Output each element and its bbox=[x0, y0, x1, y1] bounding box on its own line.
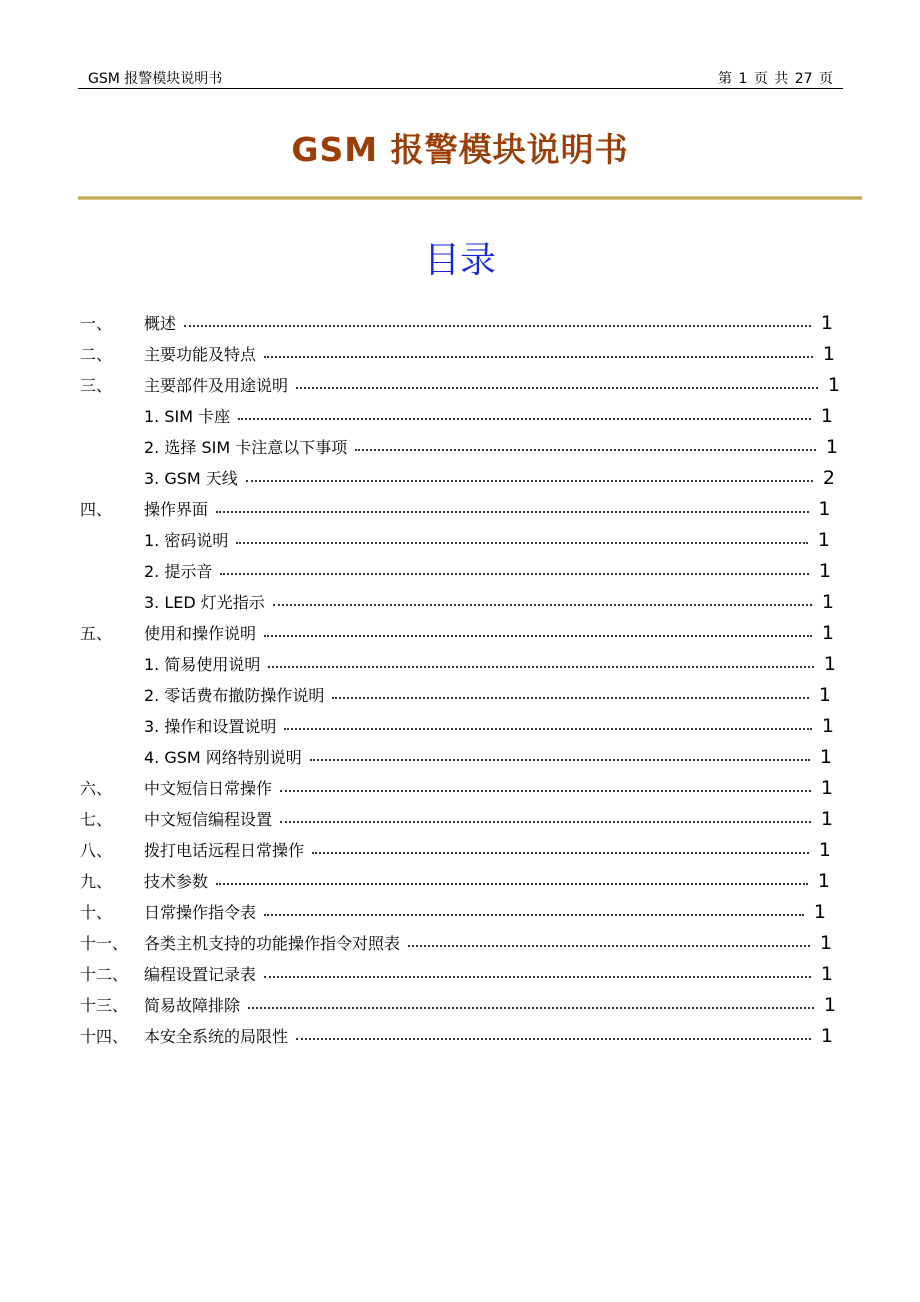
page-header bbox=[78, 66, 843, 89]
toc-entry-page: 1 bbox=[817, 869, 830, 892]
toc-entry-label: 1. SIM 卡座 bbox=[144, 407, 231, 426]
toc-entry-number: 十二、 bbox=[80, 965, 129, 984]
toc-entry-page: 2 bbox=[822, 466, 835, 489]
toc-leader-dots bbox=[184, 324, 811, 327]
toc-leader-dots bbox=[216, 882, 808, 885]
toc-entry-number: 二、 bbox=[80, 345, 113, 364]
document-title: GSM 报警模块说明书 bbox=[291, 130, 629, 169]
toc-entry[interactable] bbox=[80, 369, 840, 400]
table-of-contents bbox=[80, 307, 840, 1051]
toc-entry[interactable] bbox=[80, 710, 840, 741]
toc-leader-dots bbox=[273, 603, 812, 606]
toc-entry-number: 十、 bbox=[80, 903, 113, 922]
toc-entry-label: 技术参数 bbox=[144, 872, 209, 891]
toc-entry-label: 拨打电话远程日常操作 bbox=[144, 841, 305, 860]
toc-entry-number: 四、 bbox=[80, 500, 113, 519]
toc-entry-number: 十一、 bbox=[80, 934, 129, 953]
toc-entry-page: 1 bbox=[820, 1024, 833, 1047]
toc-entry-label: 2. 零话费布撤防操作说明 bbox=[144, 686, 325, 705]
toc-entry[interactable] bbox=[80, 400, 840, 431]
toc-leader-dots bbox=[246, 479, 813, 482]
toc-entry-page: 1 bbox=[823, 652, 836, 675]
toc-entry[interactable] bbox=[80, 1020, 840, 1051]
toc-leader-dots bbox=[268, 665, 814, 668]
toc-entry-page: 1 bbox=[822, 342, 835, 365]
toc-leader-dots bbox=[280, 789, 811, 792]
toc-entry[interactable] bbox=[80, 555, 840, 586]
toc-leader-dots bbox=[296, 1037, 811, 1040]
toc-entry-label: 日常操作指令表 bbox=[144, 903, 257, 922]
toc-leader-dots bbox=[264, 355, 813, 358]
toc-entry-page: 1 bbox=[820, 962, 833, 985]
toc-leader-dots bbox=[264, 634, 812, 637]
toc-entry[interactable] bbox=[80, 772, 840, 803]
toc-leader-dots bbox=[264, 975, 811, 978]
toc-entry-label: 3. LED 灯光指示 bbox=[144, 593, 265, 612]
header-page-info: 第 1 页 共 27 页 bbox=[718, 71, 833, 87]
toc-leader-dots bbox=[312, 851, 809, 854]
toc-entry-label: 使用和操作说明 bbox=[144, 624, 257, 643]
toc-entry-page: 1 bbox=[819, 745, 832, 768]
toc-entry-label: 1. 简易使用说明 bbox=[144, 655, 261, 674]
toc-entry-number: 九、 bbox=[80, 872, 113, 891]
toc-entry[interactable] bbox=[80, 524, 840, 555]
toc-leader-dots bbox=[408, 944, 810, 947]
title-divider bbox=[78, 196, 862, 200]
toc-entry-number: 三、 bbox=[80, 376, 113, 395]
toc-entry[interactable] bbox=[80, 307, 840, 338]
toc-entry[interactable] bbox=[80, 679, 840, 710]
toc-leader-dots bbox=[248, 1006, 814, 1009]
toc-entry-label: 2. 选择 SIM 卡注意以下事项 bbox=[144, 438, 348, 457]
toc-entry-page: 1 bbox=[821, 590, 834, 613]
toc-leader-dots bbox=[296, 386, 818, 389]
toc-entry-page: 1 bbox=[818, 838, 831, 861]
toc-entry[interactable] bbox=[80, 896, 840, 927]
toc-entry-label: 编程设置记录表 bbox=[144, 965, 257, 984]
toc-entry[interactable] bbox=[80, 865, 840, 896]
toc-entry[interactable] bbox=[80, 431, 840, 462]
toc-entry[interactable] bbox=[80, 834, 840, 865]
toc-leader-dots bbox=[332, 696, 809, 699]
toc-entry-page: 1 bbox=[820, 311, 833, 334]
toc-entry-label: 各类主机支持的功能操作指令对照表 bbox=[144, 934, 401, 953]
toc-entry-label: 3. GSM 天线 bbox=[144, 469, 238, 488]
toc-entry-label: 主要功能及特点 bbox=[144, 345, 257, 364]
toc-heading: 目录 bbox=[423, 240, 496, 281]
toc-entry-label: 概述 bbox=[144, 314, 177, 333]
toc-entry-label: 2. 提示音 bbox=[144, 562, 213, 581]
toc-entry-label: 3. 操作和设置说明 bbox=[144, 717, 277, 736]
toc-entry[interactable] bbox=[80, 338, 840, 369]
toc-entry-label: 中文短信日常操作 bbox=[144, 779, 273, 798]
toc-entry[interactable] bbox=[80, 803, 840, 834]
toc-entry[interactable] bbox=[80, 462, 840, 493]
toc-entry-number: 十四、 bbox=[80, 1027, 129, 1046]
toc-entry-label: 操作界面 bbox=[144, 500, 209, 519]
toc-entry-label: 简易故障排除 bbox=[144, 996, 241, 1015]
toc-entry-page: 1 bbox=[825, 435, 838, 458]
toc-entry-page: 1 bbox=[823, 993, 836, 1016]
toc-entry[interactable] bbox=[80, 586, 840, 617]
toc-entry[interactable] bbox=[80, 648, 840, 679]
toc-entry-number: 六、 bbox=[80, 779, 113, 798]
toc-entry-page: 1 bbox=[813, 900, 826, 923]
toc-leader-dots bbox=[238, 417, 811, 420]
toc-leader-dots bbox=[355, 448, 816, 451]
toc-entry-page: 1 bbox=[821, 621, 834, 644]
toc-entry-label: 1. 密码说明 bbox=[144, 531, 229, 550]
toc-entry-page: 1 bbox=[818, 683, 831, 706]
toc-leader-dots bbox=[280, 820, 811, 823]
toc-leader-dots bbox=[216, 510, 808, 513]
toc-entry-label: 4. GSM 网络特别说明 bbox=[144, 748, 302, 767]
toc-entry-number: 一、 bbox=[80, 314, 113, 333]
toc-entry[interactable] bbox=[80, 958, 840, 989]
toc-entry-page: 1 bbox=[820, 776, 833, 799]
toc-entry[interactable] bbox=[80, 989, 840, 1020]
toc-entry-page: 1 bbox=[821, 714, 834, 737]
toc-entry-number: 八、 bbox=[80, 841, 113, 860]
toc-entry-number: 十三、 bbox=[80, 996, 129, 1015]
header-doc-title: GSM 报警模块说明书 bbox=[88, 71, 223, 87]
toc-leader-dots bbox=[236, 541, 808, 544]
toc-leader-dots bbox=[264, 913, 804, 916]
toc-entry[interactable] bbox=[80, 617, 840, 648]
toc-leader-dots bbox=[284, 727, 812, 730]
toc-entry-page: 1 bbox=[827, 373, 840, 396]
toc-entry-page: 1 bbox=[817, 528, 830, 551]
toc-entry-page: 1 bbox=[818, 559, 831, 582]
toc-entry-number: 七、 bbox=[80, 810, 113, 829]
toc-entry-label: 主要部件及用途说明 bbox=[144, 376, 289, 395]
toc-entry-label: 中文短信编程设置 bbox=[144, 810, 273, 829]
toc-entry-number: 五、 bbox=[80, 624, 113, 643]
toc-entry-page: 1 bbox=[819, 931, 832, 954]
toc-entry[interactable] bbox=[80, 927, 840, 958]
toc-entry-page: 1 bbox=[820, 807, 833, 830]
toc-entry[interactable] bbox=[80, 493, 840, 524]
toc-entry-page: 1 bbox=[818, 497, 831, 520]
toc-entry[interactable] bbox=[80, 741, 840, 772]
toc-leader-dots bbox=[220, 572, 809, 575]
toc-leader-dots bbox=[310, 758, 810, 761]
toc-entry-label: 本安全系统的局限性 bbox=[144, 1027, 289, 1046]
toc-entry-page: 1 bbox=[820, 404, 833, 427]
